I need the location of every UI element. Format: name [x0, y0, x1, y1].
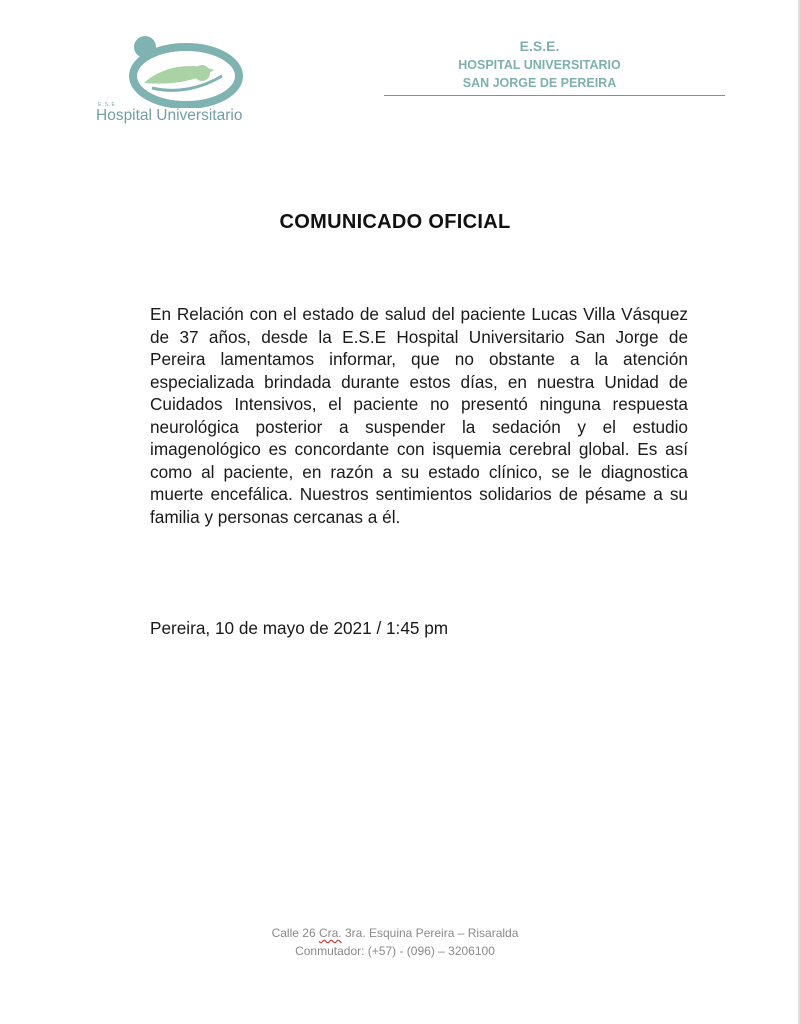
document-title: COMUNICADO OFICIAL	[279, 211, 511, 233]
letterhead-line-2: HOSPITAL UNIVERSITARIO	[458, 58, 621, 72]
logo-name: Hospital Universitario	[96, 107, 243, 124]
date-line: Pereira, 10 de mayo de 2021 / 1:45 pm	[150, 618, 449, 638]
letterhead-divider	[384, 95, 725, 96]
footer-address-prefix: Calle 26	[271, 926, 319, 940]
footer-address	[0, 924, 790, 942]
letterhead	[384, 36, 725, 92]
hospital-logo	[94, 36, 274, 128]
logo-small-text: E.S.E	[98, 102, 116, 108]
footer-phone: Conmutador: (+57) - (096) – 3206100	[295, 944, 495, 958]
statement-paragraph: En Relación con el estado de salud del paciente Lucas Villa Vásquez de 37 años, desde la E.S.E Hospital Universitario San Jorge de Pereira lamentamos informar, que no obstante a la atención especializada brindada durante estos días, en nuestra Unidad de Cuidados Intensivos, el paciente no presentó ninguna respuesta neurológica posterior a suspender la sedación y el estudio imagenológico es concordante con isquemia cerebral global. Es así como al paciente, en razón a su estado clínico, se le diagnostica muerte encefálica. Nuestros sentimientos solidarios de pésame a su familia y personas cercanas a él.	[150, 304, 688, 527]
footer-address-suffix: 3ra. Esquina Pereira – Risaralda	[341, 926, 519, 940]
letterhead-line-3: SAN JORGE DE PEREIRA	[462, 76, 617, 90]
footer	[0, 924, 790, 960]
footer-address-cra: Cra.	[318, 926, 342, 940]
hospital-logo-icon	[122, 36, 246, 108]
letterhead-line-1: E.S.E.	[519, 38, 560, 54]
